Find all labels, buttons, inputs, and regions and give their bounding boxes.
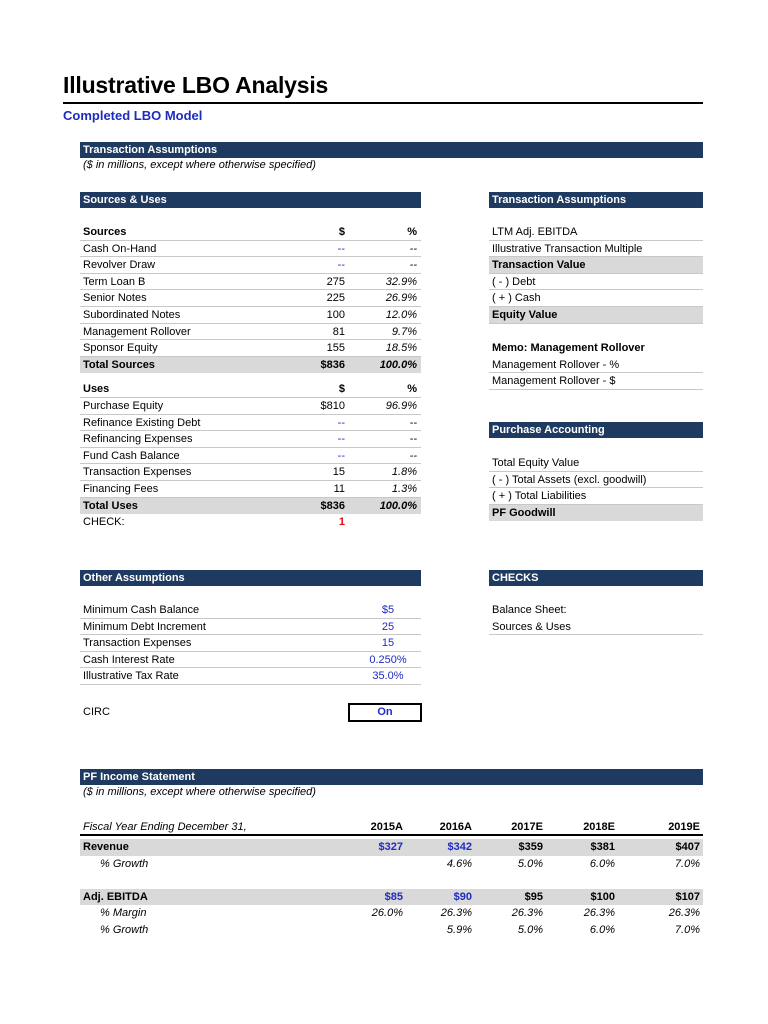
circ-toggle[interactable]: On [348, 703, 422, 722]
row-value: 7.0% [674, 924, 700, 936]
row-pct: -- [409, 433, 417, 446]
row-pct: 96.9% [385, 400, 417, 412]
row-label: CHECK: [83, 516, 125, 529]
fiscal-year-label: Fiscal Year Ending December 31, [83, 821, 247, 833]
row-label: Fund Cash Balance [83, 449, 180, 462]
year-header: 2019E [668, 821, 700, 833]
row-value: $810 [320, 400, 345, 412]
transaction-assumption-row [489, 290, 703, 307]
row-label: Revenue [83, 841, 129, 853]
income-statement-column-header [80, 819, 703, 836]
row-label: Balance Sheet: [492, 604, 567, 616]
row-value: 35.0% [372, 670, 404, 683]
row-label: Purchase Equity [83, 400, 164, 412]
row-label: Management Rollover - % [492, 358, 620, 371]
transaction-assumption-row [489, 241, 703, 258]
year-header: 2018E [583, 821, 615, 833]
row-label: Senior Notes [83, 292, 147, 305]
purchase-accounting-row [489, 488, 703, 505]
row-value: 6.0% [589, 857, 615, 870]
row-value: $95 [524, 890, 543, 903]
row-value: 5.0% [517, 857, 543, 870]
row-label: Cash On-Hand [83, 242, 157, 255]
row-label: ( - ) Total Assets (excl. goodwill) [492, 473, 647, 486]
row-value: 81 [332, 325, 345, 338]
row-label: % Margin [100, 907, 147, 920]
row-value: 4.6% [446, 857, 472, 870]
row-value: 6.0% [589, 924, 615, 936]
year-header: 2016A [439, 821, 472, 833]
row-label: Total Sources [83, 358, 155, 371]
source-row [80, 257, 421, 274]
row-label: Illustrative Transaction Multiple [492, 242, 643, 255]
row-pct: % [407, 383, 417, 396]
checks-header: CHECKS [489, 570, 703, 586]
row-value: 225 [326, 292, 345, 305]
check-item-row [489, 602, 703, 619]
row-label: ( + ) Total Liabilities [492, 490, 587, 503]
row-label: Management Rollover [83, 325, 191, 338]
other-assumption-row [80, 668, 421, 685]
page-title: Illustrative LBO Analysis [63, 72, 329, 98]
row-label: Financing Fees [83, 483, 159, 495]
row-pct: 100.0% [379, 358, 417, 371]
sources-header-row [80, 224, 421, 241]
row-value: 0.250% [369, 653, 407, 666]
row-pct: -- [409, 449, 417, 462]
row-label: Cash Interest Rate [83, 653, 175, 666]
row-value: $836 [320, 358, 345, 371]
row-value: -- [337, 416, 345, 429]
total-uses-row [80, 498, 421, 515]
sources-uses-header: Sources & Uses [80, 192, 421, 208]
row-pct: 18.5% [385, 342, 417, 355]
other-assumption-row [80, 602, 421, 619]
row-value: $90 [453, 890, 472, 903]
use-row [80, 448, 421, 465]
purchase-accounting-row [489, 455, 703, 472]
row-label: PF Goodwill [492, 506, 556, 519]
row-pct: 1.3% [391, 483, 417, 495]
row-pct: -- [409, 259, 417, 272]
use-row [80, 431, 421, 448]
transaction-assumption-row [489, 257, 703, 274]
year-header: 2015A [370, 821, 403, 833]
other-assumption-row [80, 635, 421, 652]
row-value: $381 [590, 841, 615, 853]
row-label: % Growth [100, 924, 149, 936]
revenue-growth-row [80, 856, 703, 873]
row-pct: 26.9% [385, 292, 417, 305]
row-label: Management Rollover - $ [492, 375, 616, 388]
row-value: 100 [326, 309, 345, 321]
row-label: Minimum Debt Increment [83, 620, 206, 633]
row-pct: 1.8% [391, 466, 417, 479]
row-value: 15 [332, 466, 345, 479]
row-label: Sources & Uses [492, 620, 571, 633]
memo-row [489, 357, 703, 374]
row-value: $407 [675, 841, 700, 853]
row-value: $327 [378, 841, 403, 853]
transaction-assumption-row [489, 307, 703, 324]
memo-label: Memo: Management Rollover [492, 342, 645, 355]
ebitda-row [80, 889, 703, 906]
revenue-row [80, 839, 703, 856]
source-row [80, 241, 421, 258]
purchase-accounting-header: Purchase Accounting [489, 422, 703, 438]
check-item-row [489, 619, 703, 636]
row-value: 26.3% [511, 907, 543, 920]
row-label: Subordinated Notes [83, 309, 181, 321]
use-row [80, 415, 421, 432]
row-label: ( + ) Cash [492, 292, 541, 305]
row-value: 11 [333, 483, 345, 495]
purchase-accounting-row [489, 472, 703, 489]
row-label: LTM Adj. EBITDA [492, 226, 578, 238]
row-value: 7.0% [674, 857, 700, 870]
row-value: 1 [338, 516, 345, 529]
row-value: $107 [675, 890, 700, 903]
row-label: Transaction Expenses [83, 466, 192, 479]
use-row [80, 398, 421, 415]
row-value: $85 [384, 890, 403, 903]
total-sources-row [80, 357, 421, 374]
source-row [80, 290, 421, 307]
row-value: 26.0% [371, 907, 403, 920]
row-value: -- [337, 449, 345, 462]
row-label: Minimum Cash Balance [83, 604, 200, 616]
row-label: Uses [83, 383, 110, 396]
row-value: 5.0% [517, 924, 543, 936]
row-value: $100 [590, 890, 615, 903]
other-assumption-row [80, 619, 421, 636]
circ-label: CIRC [83, 706, 110, 718]
purchase-accounting-row [489, 505, 703, 522]
row-label: ( - ) Debt [492, 275, 536, 288]
row-value: 25 [381, 620, 395, 633]
row-label: Transaction Expenses [83, 637, 192, 650]
row-value: 26.3% [440, 907, 472, 920]
row-value: $359 [518, 841, 543, 853]
use-row [80, 464, 421, 481]
row-pct: 32.9% [385, 275, 417, 288]
ebitda-margin-row [80, 905, 703, 922]
row-label: % Growth [100, 857, 149, 870]
source-row [80, 340, 421, 357]
row-label: Term Loan B [83, 275, 146, 288]
row-value: -- [337, 433, 345, 446]
transaction-assumption-row [489, 224, 703, 241]
year-header: 2017E [511, 821, 543, 833]
use-row [80, 481, 421, 498]
income-statement-note: ($ in millions, except where otherwise specified) [83, 786, 316, 798]
row-pct: -- [409, 416, 417, 429]
row-pct: % [407, 226, 417, 238]
row-label: Sources [83, 226, 127, 238]
row-label: Total Equity Value [492, 457, 580, 469]
other-assumptions-header: Other Assumptions [80, 570, 421, 586]
row-value: 5.9% [446, 924, 472, 936]
row-pct: 100.0% [379, 499, 417, 512]
row-value: 26.3% [583, 907, 615, 920]
source-row [80, 307, 421, 324]
row-label: Refinance Existing Debt [83, 416, 201, 429]
income-statement-header: PF Income Statement [80, 769, 703, 785]
title-divider [63, 102, 703, 104]
units-note: ($ in millions, except where otherwise specified) [83, 159, 316, 171]
row-value: $ [338, 383, 345, 396]
row-label: Adj. EBITDA [83, 890, 148, 903]
source-row [80, 274, 421, 291]
row-value: 26.3% [668, 907, 700, 920]
memo-row [489, 373, 703, 390]
source-row [80, 324, 421, 341]
row-label: Sponsor Equity [83, 342, 158, 355]
row-value: -- [337, 259, 345, 272]
row-pct: 9.7% [391, 325, 417, 338]
row-value: 275 [326, 275, 345, 288]
row-pct: 12.0% [385, 309, 417, 321]
row-label: Total Uses [83, 499, 138, 512]
row-label: Refinancing Expenses [83, 433, 193, 446]
row-label: Revolver Draw [83, 259, 156, 272]
circ-label-row [80, 704, 280, 721]
transaction-assumption-row [489, 274, 703, 291]
row-pct: -- [409, 242, 417, 255]
ebitda-growth-row [80, 922, 703, 939]
row-label: Transaction Value [492, 259, 586, 272]
uses-header-row [80, 381, 421, 398]
check-row [80, 514, 421, 531]
row-value: $5 [381, 604, 395, 616]
row-value: -- [337, 242, 345, 255]
page-subtitle: Completed LBO Model [63, 108, 203, 123]
other-assumption-row [80, 652, 421, 669]
row-value: $342 [447, 841, 472, 853]
memo-title [489, 340, 703, 357]
right-transaction-assumptions-header: Transaction Assumptions [489, 192, 703, 208]
transaction-assumptions-header: Transaction Assumptions [80, 142, 703, 158]
row-label: Equity Value [492, 309, 558, 321]
row-value: $836 [320, 499, 345, 512]
row-value: 155 [326, 342, 345, 355]
row-value: 15 [381, 637, 395, 650]
row-value: $ [338, 226, 345, 238]
row-label: Illustrative Tax Rate [83, 670, 179, 683]
